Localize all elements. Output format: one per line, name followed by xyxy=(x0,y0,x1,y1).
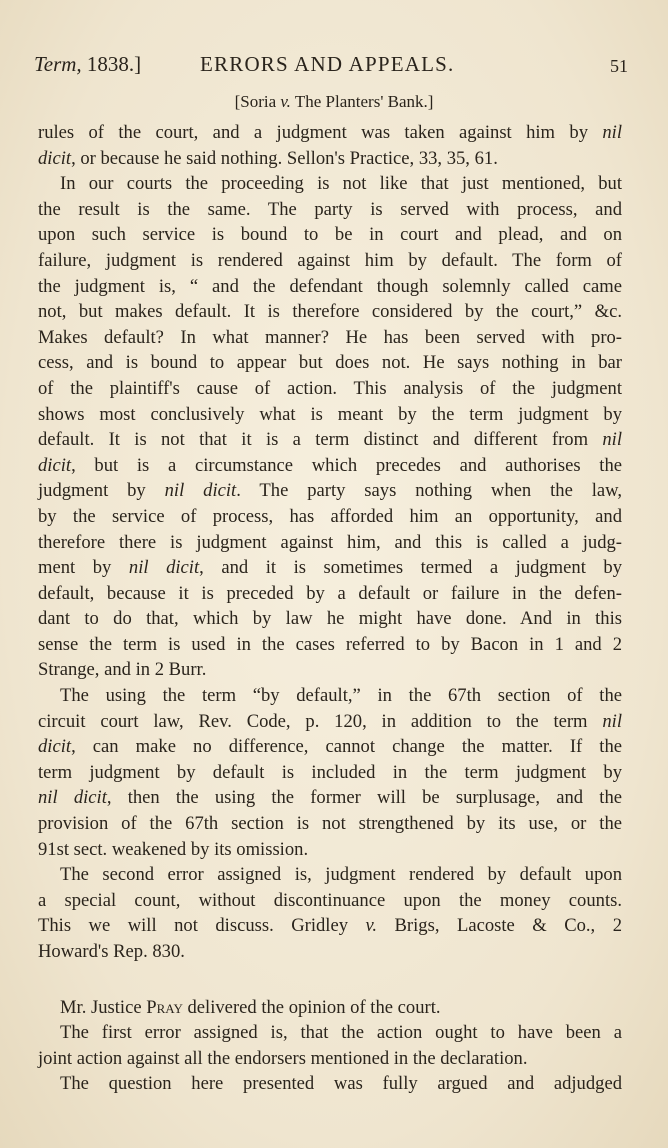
text-line: The first error assigned is, that the action ought to have been a xyxy=(60,1022,622,1044)
text-line: Strange, and in 2 Burr. xyxy=(38,659,207,681)
paragraph xyxy=(38,120,622,171)
text-line: In our courts the proceeding is not like that just mentioned, but xyxy=(60,173,622,195)
text-line: Mr. Justice Pray delivered the opinion of the court. xyxy=(60,996,441,1018)
paragraph-gap xyxy=(38,965,622,995)
text-line: rules of the court, and a judgment was taken against him by nil xyxy=(38,122,622,143)
text-line: provision of the 67th section is not strengthened by its use, or the xyxy=(38,813,622,835)
text-line: Howard's Rep. 830. xyxy=(38,941,185,962)
text-line: the judgment is, “ and the defendant though solemnly called came xyxy=(38,275,622,297)
text-line: The question here presented was fully argued and adjudged xyxy=(60,1073,622,1095)
text-line: a special count, without discontinuance upon the money counts. xyxy=(38,889,622,911)
body-text xyxy=(38,120,622,1097)
header-term xyxy=(34,52,141,77)
text-line: This we will not discuss. Gridley v. Brigs, Lacoste & Co., 2 xyxy=(38,915,622,937)
paragraph xyxy=(38,995,622,1021)
text-line: term judgment by default is included in the term judgment by xyxy=(38,761,622,783)
text-line: dant to do that, which by law he might have done. And in this xyxy=(38,608,622,630)
text-line: default. It is not that it is a term distinct and different from nil xyxy=(38,429,622,451)
text-line: therefore there is judgment against him, and this is called a judg- xyxy=(38,531,622,553)
text-line: Makes default? In what manner? He has been served with pro- xyxy=(38,326,622,348)
header-term-word: Term, xyxy=(34,52,82,76)
text-line: dicit, can make no difference, cannot change the matter. If the xyxy=(38,736,622,758)
header-title: ERRORS AND APPEALS. xyxy=(200,52,455,76)
text-line: by the service of process, has afforded him an opportunity, and xyxy=(38,505,622,527)
paragraph xyxy=(38,862,622,964)
page-number: 51 xyxy=(610,56,628,76)
text-line: the result is the same. The party is served with process, and xyxy=(38,198,622,220)
text-line: cess, and is bound to appear but does not. He says nothing in bar xyxy=(38,352,622,374)
paragraph xyxy=(38,1020,622,1071)
text-line: default, because it is preceded by a default or failure in the defen- xyxy=(38,582,622,604)
text-line: 91st sect. weakened by its omission. xyxy=(38,838,309,860)
paragraph xyxy=(38,1071,622,1097)
text-line: circuit court law, Rev. Code, p. 120, in addition to the term nil xyxy=(38,710,622,732)
text-line: shows most conclusively what is meant by the term judgment by xyxy=(38,403,622,425)
header-year: 1838.] xyxy=(81,52,142,76)
text-line: dicit, or because he said nothing. Sellon's Practice, 33, 35, 61. xyxy=(38,147,498,169)
text-line: ment by nil dicit, and it is sometimes termed a judgment by xyxy=(38,557,623,579)
running-header xyxy=(34,52,628,82)
text-line: dicit, but is a circumstance which precedes and authorises the xyxy=(38,454,622,476)
paragraph xyxy=(38,171,622,683)
text-line: not, but makes default. It is therefore considered by the court,” &c. xyxy=(38,301,622,323)
text-line: sense the term is used in the cases referred to by Bacon in 1 and 2 xyxy=(38,633,622,655)
text-line: nil dicit, then the using the former will be surplusage, and the xyxy=(38,787,622,809)
text-line: The using the term “by default,” in the 67th section of the xyxy=(60,685,622,707)
text-line: joint action against all the endorsers mentioned in the declaration. xyxy=(38,1047,528,1069)
text-line: of the plaintiff's cause of action. This analysis of the judgment xyxy=(38,377,622,399)
text-line: failure, judgment is rendered against him by default. The form of xyxy=(38,249,622,271)
text-line: judgment by nil dicit. The party says nothing when the law, xyxy=(38,480,622,502)
paragraph xyxy=(38,683,622,862)
case-caption: [Soria v. The Planters' Bank.] xyxy=(234,92,434,111)
text-line: upon such service is bound to be in court and plead, and on xyxy=(38,224,622,246)
text-line: The second error assigned is, judgment rendered by default upon xyxy=(60,864,622,886)
